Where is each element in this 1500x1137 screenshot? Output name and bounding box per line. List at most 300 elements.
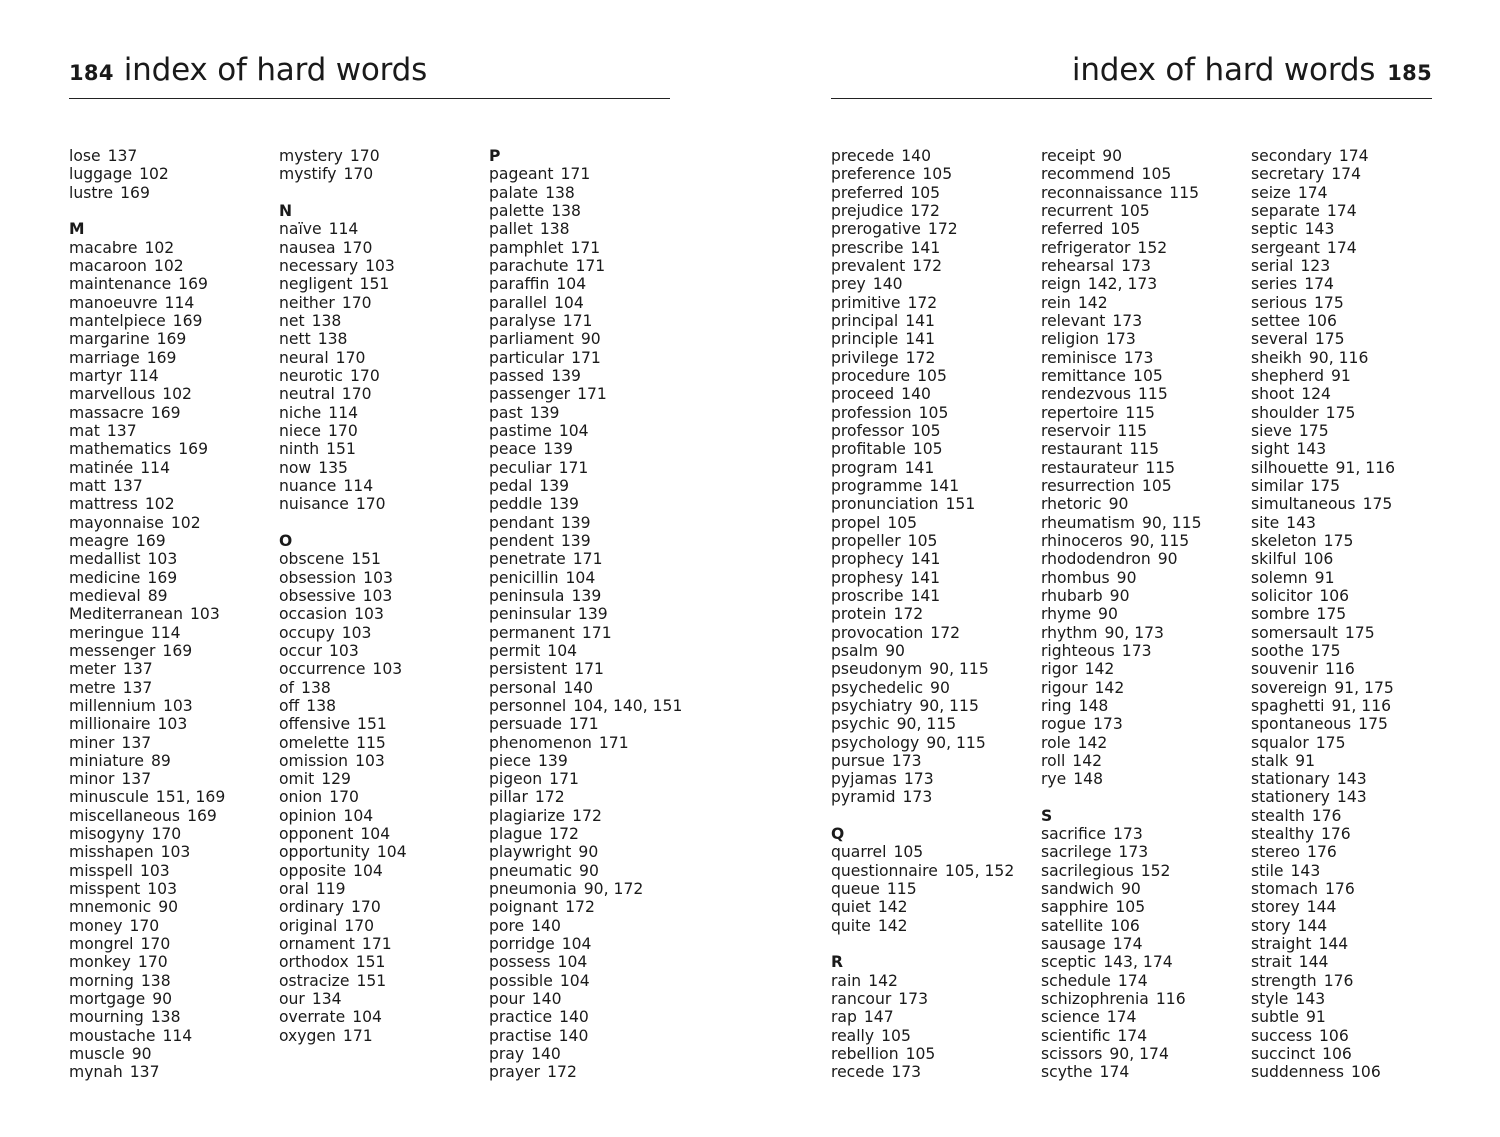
index-column [489, 147, 694, 1082]
index-entry [279, 422, 484, 440]
index-entry [489, 917, 694, 935]
index-entry [69, 349, 274, 367]
entry-word: settee [1251, 311, 1301, 330]
index-entry [1041, 514, 1246, 532]
entry-page-refs: 173 [1123, 348, 1154, 367]
entry-word: meringue [69, 623, 144, 642]
index-entry [69, 990, 274, 1008]
index-entry [1041, 624, 1246, 642]
index-entry [69, 514, 274, 532]
entry-word: pendant [489, 513, 554, 532]
entry-page-refs: 170 [351, 898, 381, 917]
entry-word: precede [831, 147, 895, 165]
entry-page-refs: 143 [1304, 220, 1335, 239]
entry-page-refs: 171 [568, 715, 599, 734]
index-entry [831, 495, 1036, 513]
index-entry [69, 697, 274, 715]
entry-word: monkey [69, 953, 131, 972]
entry-page-refs: 91 [1314, 568, 1335, 587]
index-entry [489, 165, 694, 183]
index-entry [1251, 349, 1456, 367]
entry-page-refs: 173 [1092, 715, 1123, 734]
index-entry [1251, 367, 1456, 385]
section-letter: R [831, 953, 844, 972]
index-entry [1041, 1045, 1246, 1063]
entry-page-refs: 144 [1318, 935, 1349, 954]
entry-word: offensive [279, 715, 351, 734]
entry-word: prophecy [831, 550, 904, 569]
entry-page-refs: 142 [877, 898, 908, 917]
entry-page-refs: 170 [137, 953, 168, 972]
index-entry [69, 1063, 274, 1081]
entry-page-refs: 114 [150, 623, 181, 642]
index-entry [489, 642, 694, 660]
entry-word: playwright [489, 843, 572, 862]
entry-page-refs: 90 [1102, 147, 1123, 165]
entry-word: manoeuvre [69, 293, 158, 312]
entry-word: rhythm [1041, 623, 1098, 642]
entry-word: sheikh [1251, 348, 1302, 367]
entry-page-refs: 90 [930, 678, 950, 697]
entry-word: misspell [69, 861, 133, 880]
entry-word: solemn [1251, 568, 1308, 587]
index-entry [489, 330, 694, 348]
entry-page-refs: 104 [352, 1008, 382, 1027]
entry-word: pursue [831, 751, 885, 770]
section-gap [279, 514, 484, 532]
entry-word: permit [489, 641, 541, 660]
entry-word: net [279, 311, 305, 330]
entry-word: profitable [831, 440, 906, 459]
entry-page-refs: 90 [885, 641, 905, 660]
entry-page-refs: 105 [1110, 220, 1141, 239]
index-entry [831, 514, 1036, 532]
entry-word: obscene [279, 550, 345, 569]
index-entry [489, 935, 694, 953]
entry-page-refs: 91 [1295, 751, 1316, 770]
entry-page-refs: 104 [353, 861, 383, 880]
entry-page-refs: 141 [904, 458, 935, 477]
index-entry [489, 202, 694, 220]
entry-word: morning [69, 971, 134, 990]
entry-page-refs: 90 [1098, 605, 1118, 624]
index-entry [279, 972, 484, 990]
entry-page-refs: 173 [903, 770, 934, 789]
entry-word: meagre [69, 531, 129, 550]
entry-page-refs: 171 [581, 623, 612, 642]
entry-page-refs: 139 [560, 531, 591, 550]
entry-word: phenomenon [489, 733, 592, 752]
page-header [69, 52, 670, 99]
entry-page-refs: 142, 173 [1087, 275, 1158, 294]
index-entry [279, 752, 484, 770]
index-entry [279, 917, 484, 935]
index-entry [1251, 257, 1456, 275]
entry-page-refs: 102 [139, 165, 169, 184]
index-entry [831, 624, 1036, 642]
entry-page-refs: 90, 115 [926, 733, 986, 752]
entry-page-refs: 90 [1109, 586, 1130, 605]
index-entry [69, 843, 274, 861]
index-entry [489, 184, 694, 202]
index-entry [1251, 532, 1456, 550]
index-entry [279, 367, 484, 385]
entry-page-refs: 175 [1325, 403, 1356, 422]
entry-page-refs: 140 [558, 1026, 589, 1045]
entry-page-refs: 169 [178, 275, 208, 294]
index-entry [489, 257, 694, 275]
index-entry [831, 422, 1036, 440]
entry-word: omelette [279, 733, 350, 752]
running-title: index of hard words [1071, 52, 1376, 88]
entry-page-refs: 142 [1094, 678, 1125, 697]
entry-word: money [69, 916, 123, 935]
entry-word: pedal [489, 476, 533, 495]
entry-word: onion [279, 788, 323, 807]
index-entry [489, 1027, 694, 1045]
entry-page-refs: 139 [560, 513, 591, 532]
entry-page-refs: 175 [1314, 293, 1344, 312]
entry-page-refs: 174 [1099, 1063, 1130, 1082]
entry-page-refs: 90, 173 [1104, 623, 1164, 642]
entry-word: protein [831, 605, 887, 624]
entry-page-refs: 174 [1326, 201, 1357, 220]
entry-word: prevalent [831, 256, 906, 275]
index-entry [69, 569, 274, 587]
entry-page-refs: 175 [1316, 605, 1347, 624]
entry-word: procedure [831, 366, 911, 385]
entry-word: paraffin [489, 275, 550, 294]
entry-word: opinion [279, 806, 337, 825]
entry-page-refs: 105 [917, 366, 947, 385]
index-column [831, 147, 1036, 1082]
index-entry [69, 477, 274, 495]
index-entry [69, 404, 274, 422]
entry-page-refs: 175 [1310, 641, 1341, 660]
index-entry [489, 514, 694, 532]
entry-word: neutral [279, 385, 335, 404]
entry-word: relevant [1041, 311, 1106, 330]
index-entry [489, 440, 694, 458]
entry-page-refs: 90, 115 [919, 696, 979, 715]
entry-page-refs: 142 [1072, 751, 1103, 770]
entry-word: our [279, 990, 305, 1009]
right-page [831, 0, 1432, 1137]
entry-word: orthodox [279, 953, 349, 972]
index-entry [1041, 679, 1246, 697]
index-entry [69, 880, 274, 898]
index-entry [1041, 569, 1246, 587]
entry-page-refs: 142 [1077, 293, 1108, 312]
entry-word: macabre [69, 238, 138, 257]
entry-word: site [1251, 513, 1280, 532]
index-entry [1041, 330, 1246, 348]
entry-word: occurrence [279, 660, 366, 679]
index-entry [1251, 605, 1456, 623]
entry-word: mystery [279, 147, 343, 165]
entry-page-refs: 147 [863, 1008, 894, 1027]
index-entry [69, 862, 274, 880]
entry-word: millennium [69, 696, 156, 715]
entry-page-refs: 104 [565, 568, 596, 587]
entry-word: off [279, 696, 300, 715]
entry-page-refs: 115 [1145, 458, 1176, 477]
entry-word: ornament [279, 935, 355, 954]
entry-page-refs: 142 [1084, 660, 1115, 679]
entry-word: medallist [69, 550, 141, 569]
index-entry [69, 605, 274, 623]
entry-page-refs: 103 [190, 605, 220, 624]
index-entry [1251, 184, 1456, 202]
index-entry [1041, 367, 1246, 385]
entry-page-refs: 172 [905, 348, 936, 367]
index-entry [831, 440, 1036, 458]
index-entry [489, 843, 694, 861]
entry-word: luggage [69, 165, 133, 184]
index-entry [831, 697, 1036, 715]
index-entry [831, 788, 1036, 806]
entry-word: millionaire [69, 715, 151, 734]
index-entry [489, 734, 694, 752]
entry-page-refs: 90, 115 [1129, 531, 1190, 550]
entry-page-refs: 103 [160, 843, 191, 862]
entry-page-refs: 106 [1110, 916, 1140, 935]
index-entry [1041, 990, 1246, 1008]
entry-word: secretary [1251, 165, 1325, 184]
index-entry [69, 935, 274, 953]
index-entry [1251, 404, 1456, 422]
entry-page-refs: 104 [343, 806, 374, 825]
index-entry [279, 147, 484, 165]
entry-word: meter [69, 660, 116, 679]
entry-word: minor [69, 770, 115, 789]
entry-word: pageant [489, 165, 554, 184]
entry-page-refs: 171 [562, 311, 593, 330]
entry-word: story [1251, 916, 1291, 935]
entry-word: schedule [1041, 971, 1111, 990]
index-entry [1041, 495, 1246, 513]
entry-page-refs: 172 [565, 898, 595, 917]
index-entry [1251, 862, 1456, 880]
entry-word: massacre [69, 403, 144, 422]
index-entry [69, 239, 274, 257]
entry-word: refrigerator [1041, 238, 1131, 257]
index-column [1251, 147, 1456, 1082]
index-entry [279, 404, 484, 422]
entry-word: success [1251, 1026, 1312, 1045]
index-entry [279, 495, 484, 513]
index-entry [69, 330, 274, 348]
entry-word: misogyny [69, 825, 145, 844]
entry-page-refs: 105, 152 [944, 861, 1015, 880]
index-entry [69, 367, 274, 385]
index-entry [489, 624, 694, 642]
entry-word: margarine [69, 330, 150, 349]
entry-word: muscle [69, 1045, 125, 1064]
entry-word: particular [489, 348, 565, 367]
entry-word: rendezvous [1041, 385, 1131, 404]
entry-page-refs: 175 [1358, 715, 1388, 734]
entry-word: mynah [69, 1063, 123, 1082]
entry-word: series [1251, 275, 1298, 294]
index-entry [69, 312, 274, 330]
entry-page-refs: 151 [359, 275, 390, 294]
entry-word: receipt [1041, 147, 1096, 165]
index-entry [489, 752, 694, 770]
index-entry [831, 734, 1036, 752]
entry-page-refs: 175 [1315, 733, 1346, 752]
index-entry [489, 1045, 694, 1063]
entry-word: pigeon [489, 770, 543, 789]
entry-page-refs: 173 [891, 751, 922, 770]
index-entry [1251, 1063, 1456, 1081]
entry-word: mathematics [69, 440, 172, 459]
entry-page-refs: 90 [579, 861, 599, 880]
entry-page-refs: 102 [144, 238, 175, 257]
entry-page-refs: 103 [328, 641, 359, 660]
entry-page-refs: 171 [575, 256, 606, 275]
entry-word: ring [1041, 696, 1072, 715]
entry-word: pneumonia [489, 880, 577, 899]
index-entry [1041, 422, 1246, 440]
entry-word: parliament [489, 330, 574, 349]
entry-word: spontaneous [1251, 715, 1352, 734]
index-entry [69, 770, 274, 788]
entry-page-refs: 90, 115 [929, 660, 989, 679]
index-entry [69, 440, 274, 458]
entry-page-refs: 139 [529, 403, 560, 422]
index-entry [1251, 202, 1456, 220]
section-gap [69, 202, 274, 220]
entry-page-refs: 151, 169 [155, 788, 226, 807]
index-entry [69, 642, 274, 660]
entry-page-refs: 124 [1301, 385, 1331, 404]
index-entry [489, 679, 694, 697]
index-entry [279, 843, 484, 861]
entry-page-refs: 116 [1155, 990, 1186, 1009]
entry-page-refs: 140 [531, 990, 562, 1009]
entry-page-refs: 176 [1320, 825, 1351, 844]
entry-page-refs: 169 [147, 568, 178, 587]
index-entry [1251, 569, 1456, 587]
entry-page-refs: 103 [147, 550, 178, 569]
index-entry [1041, 312, 1246, 330]
index-entry [69, 532, 274, 550]
entry-page-refs: 140 [901, 385, 931, 404]
index-entry [69, 825, 274, 843]
entry-page-refs: 140 [559, 1008, 589, 1027]
index-entry [69, 624, 274, 642]
index-entry [831, 550, 1036, 568]
index-entry [69, 587, 274, 605]
entry-page-refs: 172 [927, 220, 958, 239]
entry-word: opportunity [279, 843, 370, 862]
entry-word: omission [279, 751, 349, 770]
entry-word: sergeant [1251, 238, 1320, 257]
entry-word: peddle [489, 495, 543, 514]
entry-word: rigor [1041, 660, 1078, 679]
entry-page-refs: 172 [930, 623, 961, 642]
index-entry [489, 697, 694, 715]
index-entry [279, 734, 484, 752]
entry-page-refs: 90 [1116, 568, 1137, 587]
entry-word: principle [831, 330, 899, 349]
entry-word: reservoir [1041, 421, 1111, 440]
entry-word: neurotic [279, 366, 343, 385]
entry-word: mayonnaise [69, 513, 164, 532]
entry-page-refs: 105 [905, 1045, 936, 1064]
index-entry [489, 569, 694, 587]
entry-word: naïve [279, 220, 322, 239]
entry-page-refs: 173 [902, 788, 933, 807]
index-entry [831, 1063, 1036, 1081]
index-entry [1041, 440, 1246, 458]
index-entry [489, 220, 694, 238]
index-entry [69, 807, 274, 825]
entry-page-refs: 172 [547, 1063, 577, 1082]
entry-word: style [1251, 990, 1289, 1009]
entry-page-refs: 114 [328, 220, 359, 239]
index-entry [489, 422, 694, 440]
entry-page-refs: 174 [1117, 971, 1148, 990]
index-entry [279, 935, 484, 953]
entry-page-refs: 172 [912, 256, 943, 275]
entry-word: satellite [1041, 916, 1104, 935]
entry-word: proceed [831, 385, 895, 404]
index-entry [279, 275, 484, 293]
entry-word: lose [69, 147, 101, 165]
entry-page-refs: 169 [146, 348, 177, 367]
entry-word: now [279, 458, 312, 477]
entry-page-refs: 170 [350, 366, 380, 385]
section-letter: O [279, 531, 293, 550]
entry-word: scissors [1041, 1045, 1103, 1064]
entry-page-refs: 139 [539, 476, 570, 495]
index-entry [279, 1027, 484, 1045]
index-entry [279, 349, 484, 367]
index-entry [69, 972, 274, 990]
entry-page-refs: 176 [1324, 880, 1355, 899]
index-entry [69, 422, 274, 440]
index-entry [1041, 165, 1246, 183]
entry-word: nuance [279, 476, 337, 495]
index-entry [1251, 459, 1456, 477]
entry-page-refs: 104 [556, 275, 587, 294]
entry-word: mourning [69, 1008, 144, 1027]
entry-word: mat [69, 421, 100, 440]
entry-word: quite [831, 916, 871, 935]
index-entry [489, 825, 694, 843]
entry-page-refs: 138 [140, 971, 171, 990]
entry-page-refs: 175 [1310, 476, 1341, 495]
entry-word: remittance [1041, 366, 1127, 385]
entry-word: silhouette [1251, 458, 1329, 477]
entry-page-refs: 134 [311, 990, 342, 1009]
entry-word: minuscule [69, 788, 149, 807]
entry-word: solicitor [1251, 586, 1313, 605]
entry-word: permanent [489, 623, 575, 642]
entry-page-refs: 137 [122, 660, 153, 679]
entry-page-refs: 91, 116 [1335, 458, 1396, 477]
entry-word: simultaneous [1251, 495, 1356, 514]
page-number: 184 [69, 61, 114, 85]
entry-word: personal [489, 678, 557, 697]
index-entry [1041, 147, 1246, 165]
entry-word: pseudonym [831, 660, 923, 679]
page-number: 185 [1387, 61, 1432, 85]
index-entry [489, 715, 694, 733]
entry-word: sieve [1251, 421, 1292, 440]
